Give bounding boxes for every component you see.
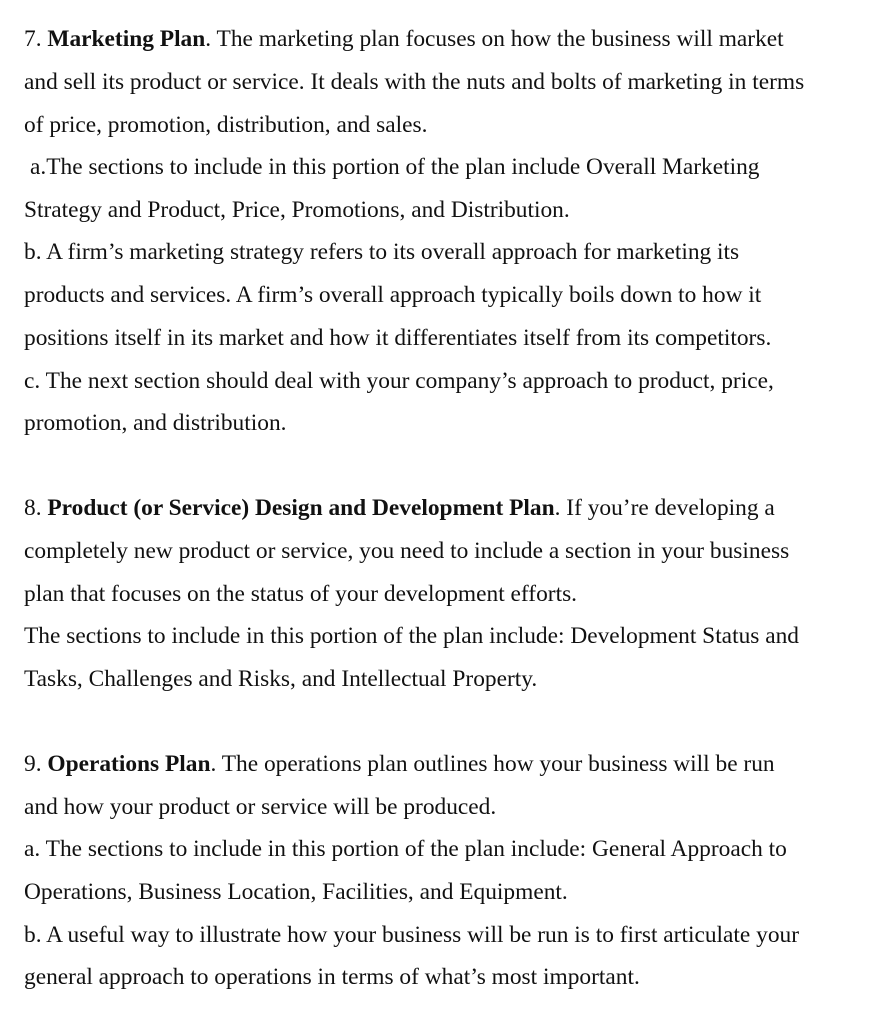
section-7-heading-line [24,28,784,51]
section-8-intro: . If you’re developing a [554,495,775,521]
section-9-text-line: Operations, Business Location, Facilities, and Equipment. [24,879,568,905]
section-7-title: Marketing Plan [47,26,206,52]
section-9-item-a: a. The sections to include in this portion of the plan include: General Approach to [24,836,787,862]
section-7-text-line: promotion, and distribution. [24,410,287,436]
section-7-item-b: b. A firm’s marketing strategy refers to its overall approach for marketing its [24,239,740,265]
section-7-text-line: products and services. A firm’s overall approach typically boils down to how it [24,282,762,308]
section-9-heading-line [24,753,775,776]
section-8-text-line: plan that focuses on the status of your development efforts. [24,581,578,607]
section-7-item-a: a.The sections to include in this portion of the plan include Overall Marketing [30,154,760,180]
section-8-text-line: completely new product or service, you need to include a section in your business [24,538,790,564]
section-8-text-line: The sections to include in this portion of the plan include: Development Status and [24,623,799,649]
section-8-number: 8. [24,495,48,521]
section-9-text-line: general approach to operations in terms of what’s most important. [24,964,640,990]
section-7-text-line: and sell its product or service. It deals with the nuts and bolts of marketing in terms [24,69,805,95]
section-9-text-line: and how your product or service will be produced. [24,794,497,820]
section-8-text-line: Tasks, Challenges and Risks, and Intellectual Property. [24,666,538,692]
section-9-title: Operations Plan [47,751,211,777]
section-9-number: 9. [24,751,48,777]
section-7-item-c: c. The next section should deal with your company’s approach to product, price, [24,368,774,394]
section-9-intro: . The operations plan outlines how your business will be run [210,751,775,777]
section-7-text-line: positions itself in its market and how it differentiates itself from its competitors. [24,325,772,351]
section-7-text-line: of price, promotion, distribution, and sales. [24,112,428,138]
section-8-title: Product (or Service) Design and Development Plan [47,495,555,521]
section-8-heading-line [24,497,775,520]
section-7-number: 7. [24,26,48,52]
section-7-intro: . The marketing plan focuses on how the business will market [205,26,784,52]
section-7-text-line: Strategy and Product, Price, Promotions, and Distribution. [24,197,570,223]
section-9-item-b: b. A useful way to illustrate how your business will be run is to first articulate your [24,922,800,948]
